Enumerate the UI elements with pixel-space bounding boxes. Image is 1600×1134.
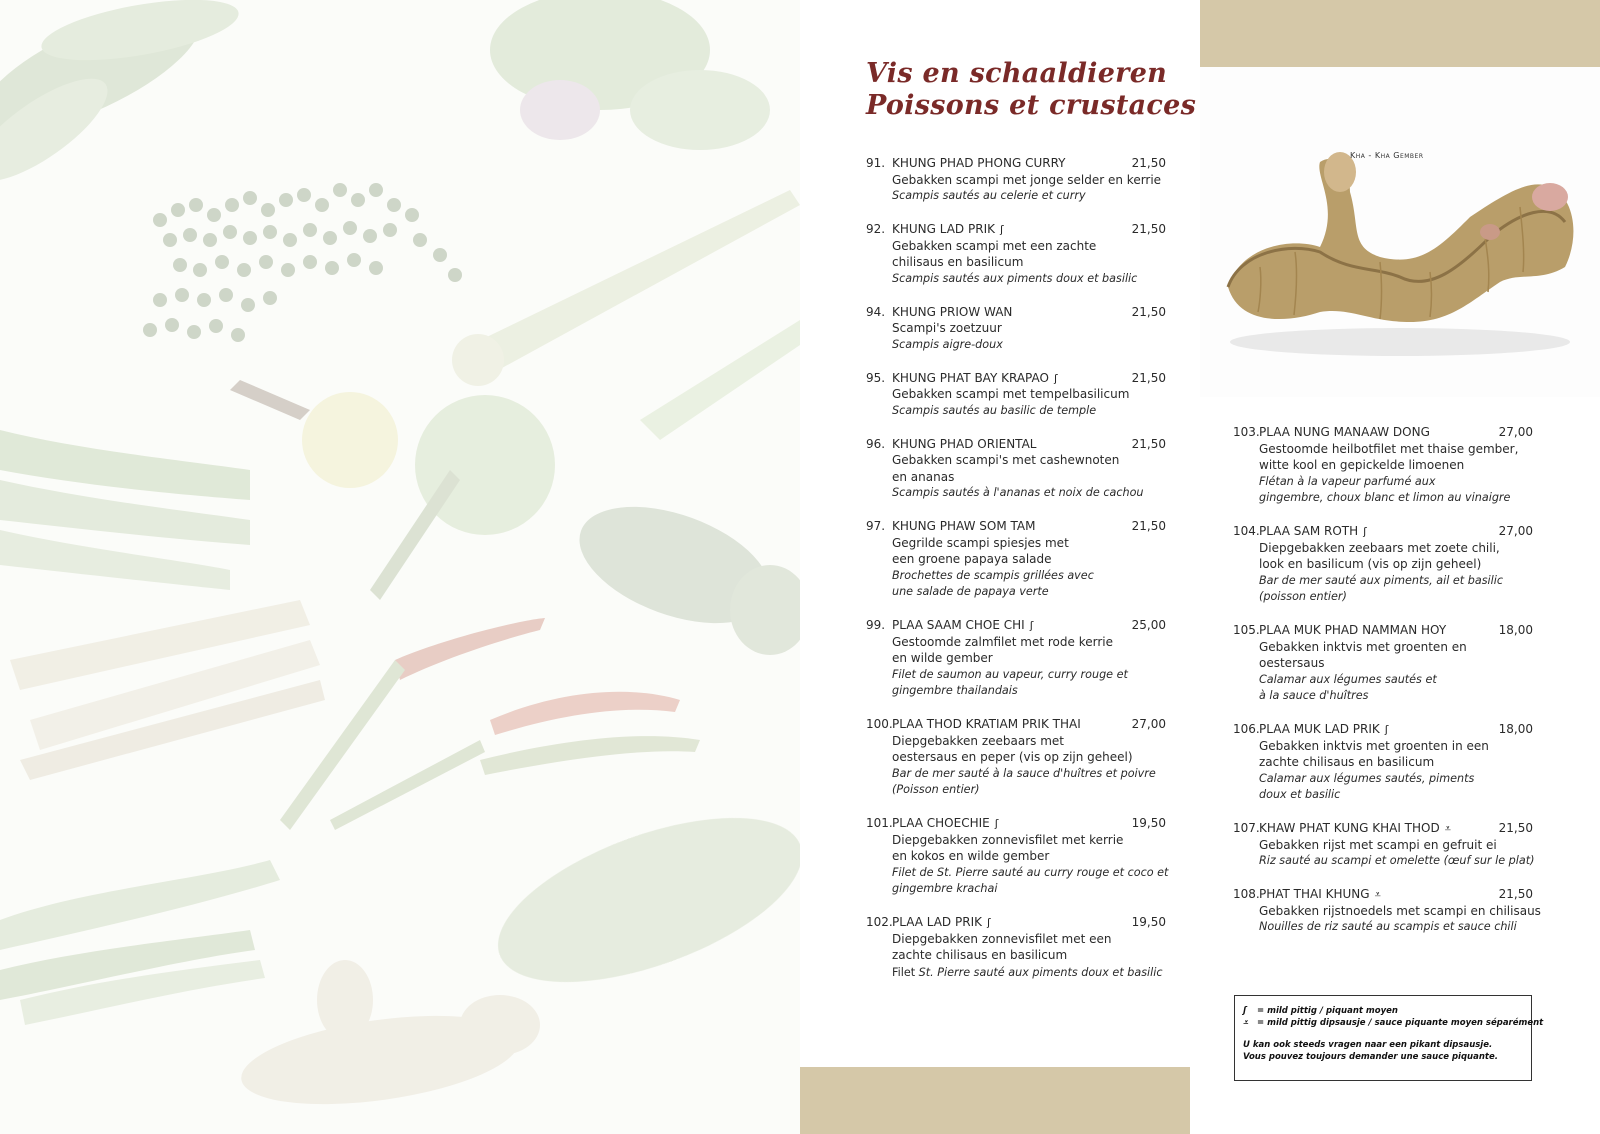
chili-icon: ʃ bbox=[999, 223, 1004, 236]
item-description-nl: chilisaus en basilicum bbox=[892, 255, 1024, 269]
item-description-fr: Nouilles de riz sauté au scampis et sauce chili bbox=[1259, 920, 1517, 933]
item-name-text: PHAT THAI KHUNG bbox=[1259, 887, 1370, 901]
item-price: 21,50 bbox=[1498, 887, 1533, 901]
item-name-text: KHUNG PHAW SOM TAM bbox=[892, 519, 1036, 533]
item-price: 21,50 bbox=[1131, 370, 1166, 385]
item-number: 95. bbox=[866, 370, 886, 385]
item-name bbox=[1259, 523, 1367, 541]
menu-item bbox=[1233, 523, 1533, 606]
item-name bbox=[1259, 721, 1389, 739]
menu-item-header bbox=[1233, 820, 1533, 837]
menu-column-right bbox=[1233, 424, 1541, 952]
item-description-nl: Gebakken scampi's met cashewnoten bbox=[892, 453, 1120, 467]
menu-item bbox=[866, 815, 1169, 898]
galangal-photo bbox=[1200, 67, 1600, 397]
item-description-fr: Scampis sautés au celerie et curry bbox=[892, 189, 1086, 202]
item-name bbox=[892, 221, 1004, 239]
item-description-nl: Gebakken scampi met tempelbasilicum bbox=[892, 387, 1130, 401]
item-description-nl: en ananas bbox=[892, 469, 955, 484]
item-description-fr bbox=[866, 964, 1166, 982]
item-description-nl: Gebakken scampi met jonge selder en kerrie bbox=[892, 172, 1162, 187]
item-name-text: PLAA NUNG MANAAW DONG bbox=[1259, 425, 1430, 439]
menu-item-header bbox=[866, 518, 1166, 535]
chili-icon: ʃ bbox=[1243, 1006, 1247, 1016]
menu-item-header bbox=[866, 155, 1166, 172]
menu-item-header bbox=[1233, 886, 1533, 903]
item-price: 27,00 bbox=[1131, 717, 1166, 731]
item-name-text: KHUNG PHAD PHONG CURRY bbox=[892, 156, 1066, 170]
menu-item bbox=[866, 518, 1166, 601]
item-name bbox=[892, 914, 991, 932]
menu-item-header bbox=[1233, 721, 1533, 738]
item-description-fr: Riz sauté au scampi et omelette (œuf sur le plat) bbox=[1259, 854, 1535, 867]
item-description-nl: en kokos en wilde gember bbox=[892, 849, 1050, 863]
item-price: 27,00 bbox=[1498, 425, 1533, 439]
item-price: 18,00 bbox=[1498, 623, 1533, 637]
item-number: 94. bbox=[866, 304, 886, 319]
item-price: 19,50 bbox=[1131, 915, 1166, 929]
menu-item-header bbox=[1233, 622, 1533, 639]
item-description-nl: look en basilicum (vis op zijn geheel) bbox=[1259, 557, 1482, 571]
item-description-fr: Scampis sautés à l'ananas et noix de cachou bbox=[892, 486, 1144, 499]
item-name-text: PLAA SAAM CHOE CHI bbox=[892, 618, 1025, 632]
menu-item bbox=[866, 617, 1166, 700]
item-name bbox=[892, 304, 1012, 321]
item-name bbox=[1259, 622, 1446, 639]
item-description-nl: Gebakken rijstnoedels met scampi en chilisaus bbox=[1259, 903, 1541, 918]
menu-item-header bbox=[1233, 424, 1533, 441]
spicy-legend bbox=[1234, 995, 1544, 1081]
item-name bbox=[1259, 886, 1381, 904]
item-name-text: KHUNG PRIOW WAN bbox=[892, 304, 1013, 319]
chili-icon: ʃ bbox=[1029, 619, 1034, 632]
item-price: 19,50 bbox=[1131, 816, 1166, 830]
menu-item bbox=[866, 155, 1166, 205]
item-description-fr: Scampis sautés aux piments doux et basilic bbox=[892, 271, 1138, 285]
item-price: 21,50 bbox=[1131, 436, 1166, 451]
item-description-nl: Gestoomde zalmfilet met rode kerrie bbox=[892, 634, 1113, 649]
item-description-fr: Calamar aux légumes sautés et bbox=[1259, 672, 1437, 686]
item-number: 107. bbox=[1233, 821, 1260, 835]
menu-item bbox=[866, 914, 1166, 981]
menu-item-header bbox=[866, 370, 1166, 387]
menu-item-header bbox=[1233, 523, 1533, 540]
menu-item bbox=[866, 716, 1166, 799]
menu-item bbox=[1233, 622, 1533, 705]
item-description-nl: Diepgebakken zonnevisfilet met kerrie bbox=[892, 832, 1124, 847]
item-name bbox=[892, 617, 1033, 635]
menu-item-header bbox=[866, 436, 1166, 453]
item-description-nl: oestersaus en peper (vis op zijn geheel) bbox=[892, 750, 1133, 764]
item-name-text: KHUNG PHAD ORIENTAL bbox=[892, 436, 1037, 451]
item-description-fr: Filet de saumon au vapeur, curry rouge et bbox=[892, 667, 1128, 681]
menu-item-header bbox=[866, 221, 1166, 238]
item-description-nl: en wilde gember bbox=[892, 651, 993, 665]
item-description-fr: Bar de mer sauté à la sauce d'huîtres et poivre bbox=[892, 766, 1156, 780]
legend-row-dip bbox=[1243, 1017, 1544, 1029]
menu-item bbox=[1233, 424, 1533, 507]
item-description-nl: Gestoomde heilbotfilet met thaise gember, bbox=[1259, 441, 1519, 456]
item-description-nl: een groene papaya salade bbox=[892, 552, 1052, 566]
item-description-nl: zachte chilisaus en basilicum bbox=[1259, 755, 1435, 769]
item-description-nl: Gebakken rijst met scampi en gefruit ei bbox=[1259, 837, 1497, 852]
item-description-nl: Diepgebakken zeebaars met bbox=[892, 733, 1064, 748]
item-name-text: PLAA MUK PHAD NAMMAN HOY bbox=[1259, 623, 1447, 637]
item-price: 25,00 bbox=[1131, 618, 1166, 632]
item-description-fr-italic: St. Pierre sauté aux piments doux et basilic bbox=[918, 965, 1163, 979]
menu-item-header bbox=[866, 914, 1166, 931]
item-price: 21,50 bbox=[1131, 304, 1166, 319]
item-name bbox=[892, 370, 1058, 388]
dip-sauce-icon: ⩡ bbox=[1374, 888, 1381, 901]
legend-mild-text: = mild pittig / piquant moyen bbox=[1257, 1006, 1398, 1016]
item-description-fr: Calamar aux légumes sautés, piments bbox=[1259, 771, 1475, 785]
menu-item bbox=[866, 304, 1166, 354]
item-number: 99. bbox=[866, 618, 886, 632]
menu-item-header bbox=[866, 304, 1166, 321]
item-number: 102. bbox=[866, 915, 893, 929]
item-description-fr: Brochettes de scampis grillées avec bbox=[892, 568, 1094, 582]
chili-icon: ʃ bbox=[994, 817, 999, 830]
item-description-nl: Diepgebakken zonnevisfilet met een bbox=[892, 931, 1112, 946]
menu-item bbox=[866, 436, 1166, 502]
menu-item bbox=[1233, 721, 1533, 804]
item-description-fr: gingembre krachai bbox=[892, 882, 998, 895]
item-number: 103. bbox=[1233, 425, 1260, 439]
item-name bbox=[892, 155, 1065, 172]
item-number: 106. bbox=[1233, 722, 1260, 736]
item-price: 21,50 bbox=[1131, 519, 1166, 533]
title-dutch: Vis en schaaldieren bbox=[866, 58, 1168, 89]
item-description-nl: Gebakken scampi met een zachte bbox=[892, 238, 1097, 253]
item-description-nl: Gegrilde scampi spiesjes met bbox=[892, 535, 1069, 550]
legend-row-mild bbox=[1243, 1005, 1523, 1017]
item-price: 21,50 bbox=[1131, 222, 1166, 236]
item-name-text: KHUNG PHAT BAY KRAPAO bbox=[892, 370, 1049, 385]
item-number: 105. bbox=[1233, 623, 1260, 637]
dip-sauce-icon: ⩡ bbox=[1243, 1018, 1248, 1028]
item-description-nl: zachte chilisaus en basilicum bbox=[892, 948, 1068, 962]
item-description-fr: doux et basilic bbox=[1259, 788, 1341, 801]
menu-item-header bbox=[866, 617, 1166, 634]
item-description-fr-plain: Filet bbox=[892, 965, 919, 979]
title-french: Poissons et crustaces bbox=[866, 90, 1197, 121]
decorative-band-top bbox=[1200, 0, 1600, 67]
legend-dip-text: = mild pittig dipsausje / sauce piquante moyen séparément bbox=[1257, 1018, 1544, 1028]
item-name-text: PLAA THOD KRATIAM PRIK THAI bbox=[892, 717, 1081, 731]
photo-caption: Kha - Kha Gember bbox=[1350, 151, 1424, 160]
item-description-fr: gingembre, choux blanc et limon au vinaigre bbox=[1259, 491, 1511, 504]
decorative-band-bottom bbox=[800, 1067, 1190, 1134]
item-name bbox=[1259, 424, 1430, 441]
menu-item bbox=[866, 370, 1166, 420]
item-description-fr: (poisson entier) bbox=[1259, 590, 1347, 603]
item-name-text: KHAW PHAT KUNG KHAI THOD bbox=[1259, 821, 1440, 835]
menu-column-left bbox=[866, 155, 1169, 998]
chili-icon: ʃ bbox=[1363, 525, 1367, 538]
item-description-fr: Scampis sautés au basilic de temple bbox=[892, 403, 1097, 417]
item-number: 91. bbox=[866, 156, 886, 170]
item-description-nl: oestersaus bbox=[1259, 656, 1325, 670]
item-number: 92. bbox=[866, 222, 886, 236]
item-name-text: PLAA SAM ROTH bbox=[1259, 524, 1359, 538]
menu-item bbox=[1233, 886, 1541, 936]
item-description-nl: Gebakken inktvis met groenten in een bbox=[1259, 738, 1489, 753]
item-price: 27,00 bbox=[1498, 524, 1533, 538]
item-description-nl: witte kool en gepickelde limoenen bbox=[1259, 458, 1465, 472]
item-name bbox=[1259, 820, 1451, 838]
legend-note-nl: U kan ook steeds vragen naar een pikant dipsausje. bbox=[1243, 1040, 1493, 1050]
item-name-text: PLAA CHOECHIE bbox=[892, 816, 990, 830]
item-number: 108. bbox=[1233, 887, 1260, 901]
item-name bbox=[892, 518, 1035, 535]
item-number: 104. bbox=[1233, 524, 1260, 538]
item-price: 21,50 bbox=[1498, 821, 1533, 835]
item-name-text: PLAA MUK LAD PRIK bbox=[1259, 722, 1380, 736]
item-name-text: PLAA LAD PRIK bbox=[892, 915, 982, 929]
item-number: 96. bbox=[866, 436, 886, 451]
item-price: 21,50 bbox=[1131, 156, 1166, 170]
item-name bbox=[892, 716, 1081, 733]
dip-sauce-icon: ⩡ bbox=[1444, 822, 1451, 835]
legend-note-fr: Vous pouvez toujours demander une sauce piquante. bbox=[1243, 1052, 1498, 1062]
menu-item bbox=[1233, 820, 1533, 870]
item-number: 100. bbox=[866, 717, 893, 731]
item-description-fr: gingembre thailandais bbox=[892, 684, 1018, 697]
item-number: 97. bbox=[866, 519, 886, 533]
item-number: 101. bbox=[866, 816, 893, 830]
item-name-text: KHUNG LAD PRIK bbox=[892, 222, 995, 236]
item-description-fr: Scampis aigre-doux bbox=[892, 337, 1003, 351]
item-description-fr: à la sauce d'huîtres bbox=[1259, 689, 1369, 702]
item-description-nl: Diepgebakken zeebaars met zoete chili, bbox=[1259, 540, 1500, 555]
chili-icon: ʃ bbox=[1384, 723, 1389, 736]
menu-item bbox=[866, 221, 1166, 287]
chili-icon: ʃ bbox=[986, 916, 991, 929]
menu-item-header bbox=[866, 716, 1166, 733]
page-title bbox=[866, 58, 1196, 122]
item-description-fr: (Poisson entier) bbox=[892, 783, 980, 796]
item-description-nl: Gebakken inktvis met groenten en bbox=[1259, 639, 1467, 654]
menu-item-header bbox=[866, 815, 1166, 832]
item-description-fr: Filet de St. Pierre sauté au curry rouge et coco et bbox=[892, 865, 1169, 879]
item-description-fr: une salade de papaya verte bbox=[892, 585, 1049, 598]
item-price: 18,00 bbox=[1498, 722, 1533, 736]
item-description-fr: Flétan à la vapeur parfumé aux bbox=[1259, 474, 1436, 488]
item-description-nl: Scampi's zoetzuur bbox=[892, 321, 1002, 335]
galangal-illustration bbox=[1200, 67, 1600, 397]
item-name bbox=[892, 815, 998, 833]
item-description-fr: Bar de mer sauté aux piments, ail et basilic bbox=[1259, 573, 1504, 587]
chili-icon: ʃ bbox=[1053, 371, 1058, 385]
item-name bbox=[892, 436, 1036, 453]
